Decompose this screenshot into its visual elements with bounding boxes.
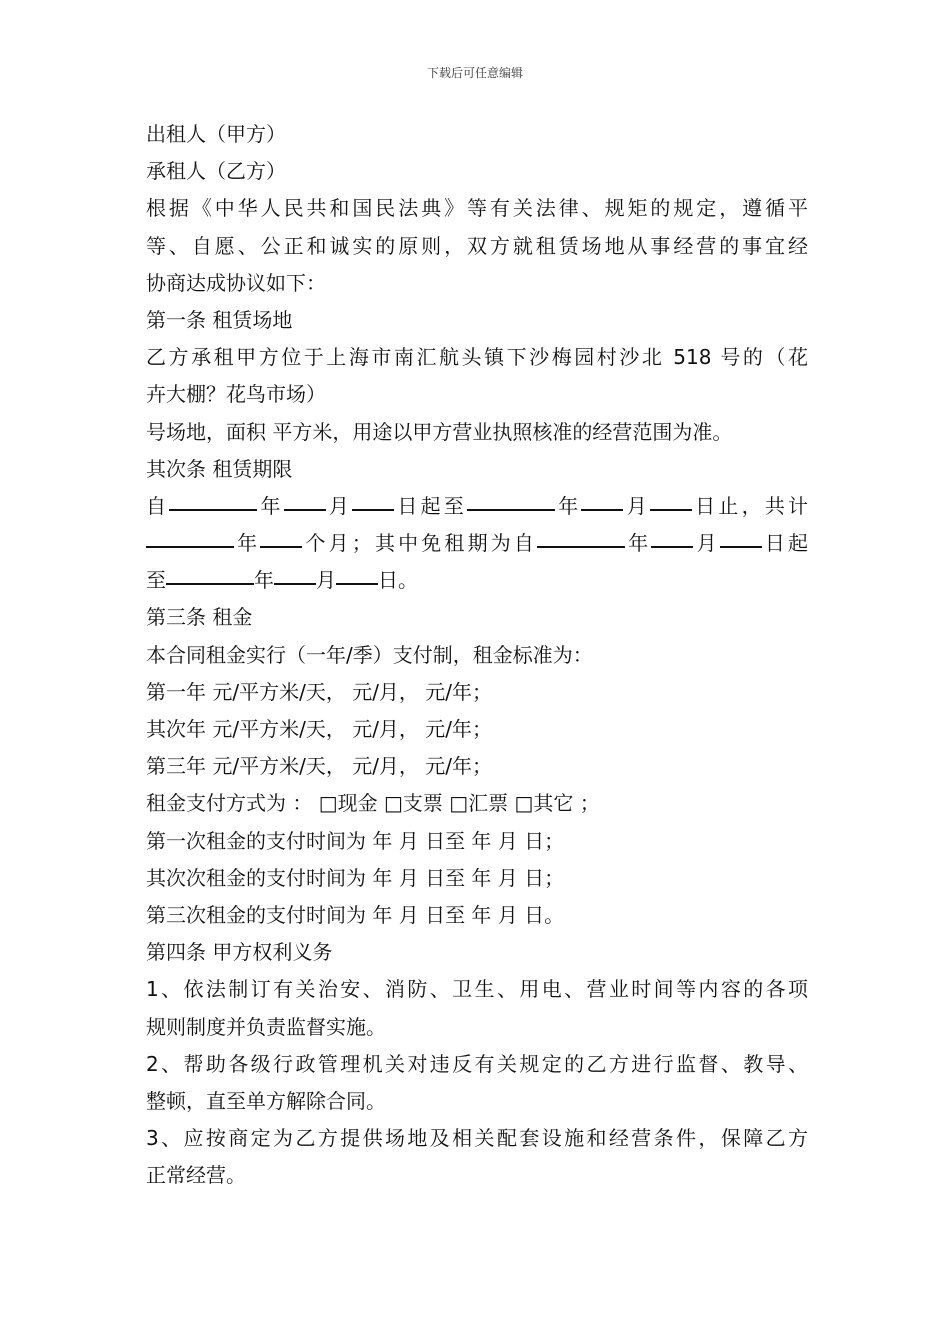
term-text: 日起	[761, 531, 808, 556]
preamble-line-3: 协商达成协议如下：	[146, 270, 326, 295]
preamble-line-1: 根据《中华人民共和国民法典》等有关法律、规矩的规定，遵循平	[146, 196, 808, 221]
term-text: 月	[325, 493, 353, 518]
article-3-heading: 第三条 租金	[146, 605, 253, 630]
term-text: 年	[254, 568, 274, 593]
article-4-heading: 第四条 甲方权利义务	[146, 940, 333, 965]
blank-field[interactable]	[581, 509, 623, 511]
term-text: 月	[693, 531, 720, 556]
blank-field[interactable]	[336, 583, 378, 585]
article-1-line-2: 卉大棚？花鸟市场）	[146, 382, 326, 407]
term-text: 日止，共计	[691, 493, 808, 518]
lease-term-line-2	[146, 525, 808, 562]
term-text: 日起至	[394, 493, 468, 518]
blank-field[interactable]	[650, 509, 692, 511]
duty-3-line-2: 正常经营。	[146, 1163, 246, 1188]
duty-1-line-2: 规则制度并负责监督实施。	[146, 1014, 386, 1039]
blank-field[interactable]	[146, 546, 234, 548]
blank-field[interactable]	[284, 509, 326, 511]
payment-time-1: 第一次租金的支付时间为 年 月 日至 年 月 日；	[146, 828, 565, 853]
term-text: 年	[257, 493, 284, 518]
duty-1-line-1: 1、依法制订有关治安、消防、卫生、用电、营业时间等内容的各项	[146, 977, 808, 1002]
payment-method-line: 租金支付方式为 ： □现金 □支票 □汇票 □其它 ；	[146, 791, 600, 816]
blank-field[interactable]	[720, 546, 762, 548]
term-text: 自	[146, 493, 170, 518]
article-1-line-1: 乙方承租甲方位于上海市南汇航头镇下沙梅园村沙北 518 号的（花	[146, 345, 808, 370]
lessor-line: 出租人（甲方）	[146, 122, 286, 146]
payment-time-3: 第三次租金的支付时间为 年 月 日至 年 月 日。	[146, 902, 565, 927]
contract-body	[146, 116, 808, 1194]
page-header-note: 下载后可任意编辑	[426, 66, 523, 80]
lease-term-line-3	[146, 562, 808, 599]
blank-field[interactable]	[467, 509, 555, 511]
term-text: 年	[234, 531, 261, 556]
article-1-line-3: 号场地，面积 平方米，用途以甲方营业执照核准的经营范围为准。	[146, 419, 733, 444]
payment-time-2: 其次次租金的支付时间为 年 月 日至 年 月 日；	[146, 865, 565, 890]
term-text: 个月；其中免租期为自	[302, 531, 538, 556]
duty-3-line-1: 3、应按商定为乙方提供场地及相关配套设施和经营条件，保障乙方	[146, 1126, 808, 1151]
blank-field[interactable]	[537, 546, 625, 548]
blank-field[interactable]	[169, 509, 257, 511]
term-text: 年	[625, 531, 652, 556]
term-text: 年	[555, 493, 582, 518]
blank-field[interactable]	[166, 583, 254, 585]
rent-year-1: 第一年 元/平方米/天， 元/月， 元/年；	[146, 679, 493, 704]
article-2-heading: 其次条 租赁期限	[146, 456, 293, 481]
duty-2-line-1: 2、帮助各级行政管理机关对违反有关规定的乙方进行监督、教导、	[146, 1051, 808, 1076]
rent-system-line: 本合同租金实行（一年/季）支付制，租金标准为：	[146, 642, 593, 667]
term-text: 月	[316, 568, 336, 593]
term-text: 日。	[378, 568, 418, 593]
term-text: 月	[623, 493, 650, 518]
term-text: 至	[146, 568, 166, 593]
lease-term-line-1	[146, 488, 808, 525]
lessee-line: 承租人（乙方）	[146, 159, 286, 184]
blank-field[interactable]	[274, 583, 316, 585]
preamble-line-2: 等、自愿、公正和诚实的原则，双方就租赁场地从事经营的事宜经	[146, 233, 808, 258]
rent-year-3: 第三年 元/平方米/天， 元/月， 元/年；	[146, 754, 493, 779]
article-1-heading: 第一条 租赁场地	[146, 307, 293, 332]
duty-2-line-2: 整顿，直至单方解除合同。	[146, 1088, 386, 1113]
blank-field[interactable]	[260, 546, 302, 548]
blank-field[interactable]	[352, 509, 394, 511]
rent-year-2: 其次年 元/平方米/天， 元/月， 元/年；	[146, 717, 493, 741]
blank-field[interactable]	[651, 546, 693, 548]
